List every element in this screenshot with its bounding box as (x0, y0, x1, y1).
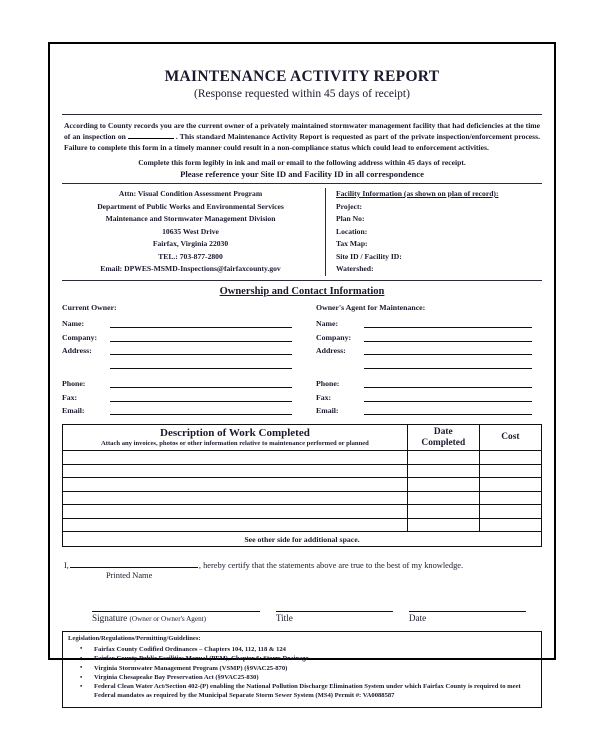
table-row[interactable] (63, 478, 542, 492)
address-line-1: Attn: Visual Condition Assessment Program (118, 189, 263, 198)
work-date-cell[interactable] (407, 451, 479, 465)
agent-company-input[interactable] (364, 332, 532, 342)
owner-name-row (62, 315, 302, 329)
legislation-item-text: Virginia Chesapeake Bay Preservation Act (§9VAC25-830) (94, 674, 259, 682)
owner-company-row (62, 328, 302, 342)
facility-field-project[interactable]: Project: (336, 201, 362, 211)
bullet-icon: • (80, 654, 83, 662)
bullet-icon: • (80, 645, 83, 653)
owner-email-row (62, 402, 302, 416)
list-item (80, 682, 536, 701)
agent-name-row (316, 315, 542, 329)
agent-column (302, 303, 542, 416)
printed-name-input[interactable] (70, 558, 198, 568)
table-row[interactable] (63, 451, 542, 465)
work-description-subtitle: Attach any invoices, photos or other information relative to maintenance performed or planned (101, 439, 369, 447)
address-line-2: Department of Public Works and Environmental Services (97, 201, 284, 211)
agent-phone-input[interactable] (364, 378, 532, 388)
facility-information (326, 188, 542, 276)
title-input[interactable] (276, 600, 393, 612)
owner-phone-row (62, 375, 302, 389)
owner-company-label: Company: (62, 332, 98, 342)
owner-email-label: Email: (62, 406, 85, 416)
legislation-item-text: Virginia Stormwater Management Program (VSMP) (§9VAC25-870) (94, 664, 288, 672)
bullet-icon: • (80, 673, 83, 681)
agent-email-row (316, 402, 542, 416)
work-date-cell[interactable] (407, 505, 479, 519)
owner-fax-label: Fax: (62, 392, 78, 402)
work-date-cell[interactable] (407, 478, 479, 492)
agent-email-label: Email: (316, 406, 339, 416)
signature-row (62, 600, 542, 623)
legislation-item-text: Fairfax County Public Facilities Manual (PFM), Chapter 6: Storm Drainage (94, 655, 309, 663)
current-owner-title: Current Owner: (62, 302, 117, 312)
owner-address-input[interactable] (110, 345, 292, 355)
page-subtitle: (Response requested within 45 days of receipt) (194, 88, 410, 100)
work-description-header (63, 425, 408, 451)
form-page (48, 42, 556, 700)
work-cost-cell[interactable] (479, 491, 541, 505)
address-facility-block (62, 183, 542, 281)
work-table-footer-note: See other side for additional space. (63, 532, 542, 547)
certify-suffix: , hereby certify that the statements above are true to the best of my knowledge. (198, 561, 464, 570)
table-row[interactable] (63, 491, 542, 505)
owner-name-input[interactable] (110, 318, 292, 328)
work-cost-cell[interactable] (479, 464, 541, 478)
intro-paragraph (64, 120, 540, 153)
intro-text-part1: According to County records you are the current owner of a privately maintained stormwater management facility that had deficiencies at the time of an inspection on (64, 121, 540, 141)
date-completed-header (407, 425, 479, 451)
facility-field-watershed[interactable]: Watershed: (336, 264, 374, 274)
owner-fax-input[interactable] (110, 392, 292, 402)
table-row[interactable] (63, 518, 542, 532)
agent-phone-row (316, 375, 542, 389)
title-block (276, 600, 393, 623)
table-row[interactable] (63, 505, 542, 519)
divider-top (62, 114, 542, 115)
facility-field-location[interactable]: Location: (336, 226, 368, 236)
address-email[interactable]: Email: DPWES-MSMD-Inspections@fairfaxcounty.gov (100, 264, 281, 274)
work-desc-cell[interactable] (63, 491, 408, 505)
work-cost-cell[interactable] (479, 478, 541, 492)
mail-instruction: Complete this form legibly in ink and mail or email to the following address within 45 days of receipt. (138, 158, 466, 167)
legislation-item-text: Federal Clean Water Act/Section 402-(P) enabling the National Pollution Discharge Elimination System under which Fairfax County is required to meet Federal mandates as required by the Municipal Separate Storm Sewer System (MS4) Permit #: VA0088587 (94, 683, 521, 700)
current-owner-column (62, 303, 302, 416)
printed-name-label: Printed Name (106, 571, 153, 580)
cost-header: Cost (479, 425, 541, 451)
address-line-3: Maintenance and Stormwater Management Division (105, 214, 276, 224)
facility-heading: Facility Information (as shown on plan of record): (336, 189, 499, 198)
signature-input[interactable] (92, 600, 260, 612)
agent-address-input-2[interactable] (364, 359, 532, 369)
agent-company-row (316, 328, 542, 342)
address-phone: TEL.: 703-877-2800 (158, 251, 223, 261)
agent-address-row (316, 342, 542, 356)
ownership-section-heading: Ownership and Contact Information (219, 285, 385, 297)
legislation-heading: Legislation/Regulations/Permitting/Guidelines: (68, 635, 201, 642)
owner-company-input[interactable] (110, 332, 292, 342)
owner-address-input-2[interactable] (110, 359, 292, 369)
signature-caption (92, 613, 260, 623)
page-title: MAINTENANCE ACTIVITY REPORT (164, 68, 440, 85)
work-desc-cell[interactable] (63, 505, 408, 519)
facility-field-plan-no[interactable]: Plan No: (336, 214, 365, 224)
list-item (80, 645, 536, 655)
work-desc-cell[interactable] (63, 451, 408, 465)
work-date-cell[interactable] (407, 518, 479, 532)
certify-prefix: I, (64, 561, 69, 570)
bullet-icon: • (80, 682, 83, 690)
agent-title: Owner's Agent for Maintenance: (316, 302, 426, 312)
agent-address-input[interactable] (364, 345, 532, 355)
address-line-4: 10635 West Drive (162, 226, 219, 236)
form-inner (50, 44, 554, 700)
certification-statement (64, 558, 542, 570)
agent-company-label: Company: (316, 332, 352, 342)
date-input[interactable] (409, 600, 526, 612)
owner-address-label: Address: (62, 346, 92, 356)
work-completed-table (62, 424, 542, 547)
work-description-title: Description of Work Completed (160, 427, 310, 440)
date-label: Date (408, 613, 427, 623)
inspection-date-blank[interactable] (128, 131, 174, 139)
address-line-5: Fairfax, Virginia 22030 (152, 239, 229, 249)
legislation-item-text: Fairfax County Codified Ordinances – Chapters 104, 112, 118 & 124 (94, 645, 286, 653)
agent-address-row-2 (316, 355, 542, 369)
work-date-cell[interactable] (407, 464, 479, 478)
work-table-footer-row (63, 532, 542, 547)
owner-phone-label: Phone: (62, 379, 86, 389)
work-desc-cell[interactable] (63, 478, 408, 492)
title-label: Title (275, 613, 293, 623)
agent-phone-label: Phone: (316, 379, 340, 389)
facility-field-tax-map[interactable]: Tax Map: (336, 239, 368, 249)
agent-email-input[interactable] (364, 405, 532, 415)
list-item (80, 654, 536, 664)
date-completed-line1: Date (433, 427, 453, 438)
intro-text-part2: . This standard Maintenance Activity Report is requested as part of the private inspection/enforcement process. Failure to complete this form in a timely manner could result in a non-compliance status which could lead to enforcement activities. (64, 132, 540, 152)
facility-field-site-id[interactable]: Site ID / Facility ID: (336, 251, 402, 261)
owner-address-row (62, 342, 302, 356)
work-cost-cell[interactable] (479, 505, 541, 519)
agent-fax-row (316, 388, 542, 402)
agent-fax-label: Fax: (316, 392, 332, 402)
signature-label: Signature (92, 613, 128, 623)
agent-name-label: Name: (316, 319, 339, 329)
table-row[interactable] (63, 464, 542, 478)
legislation-box (62, 631, 542, 708)
date-block (409, 600, 526, 623)
owner-fax-row (62, 388, 302, 402)
owner-name-label: Name: (62, 319, 85, 329)
mailing-address (62, 188, 326, 276)
work-desc-cell[interactable] (63, 518, 408, 532)
reference-instruction: Please reference your Site ID and Facility ID in all correspondence (180, 169, 424, 179)
work-desc-cell[interactable] (63, 464, 408, 478)
list-item (80, 673, 536, 683)
work-cost-cell[interactable] (479, 451, 541, 465)
date-completed-line2: Completed (421, 437, 466, 448)
agent-fax-input[interactable] (364, 392, 532, 402)
legislation-list (68, 646, 536, 701)
work-cost-cell[interactable] (479, 518, 541, 532)
owner-phone-input[interactable] (110, 378, 292, 388)
work-table-header-row (63, 425, 542, 451)
owner-email-input[interactable] (110, 405, 292, 415)
signature-sublabel: (Owner or Owner's Agent) (129, 615, 207, 623)
agent-address-label: Address: (316, 346, 346, 356)
signature-block (92, 600, 260, 623)
owner-address-row-2 (62, 355, 302, 369)
bullet-icon: • (80, 664, 83, 672)
work-date-cell[interactable] (407, 491, 479, 505)
agent-name-input[interactable] (364, 318, 532, 328)
list-item (80, 664, 536, 674)
ownership-fields (62, 303, 542, 416)
